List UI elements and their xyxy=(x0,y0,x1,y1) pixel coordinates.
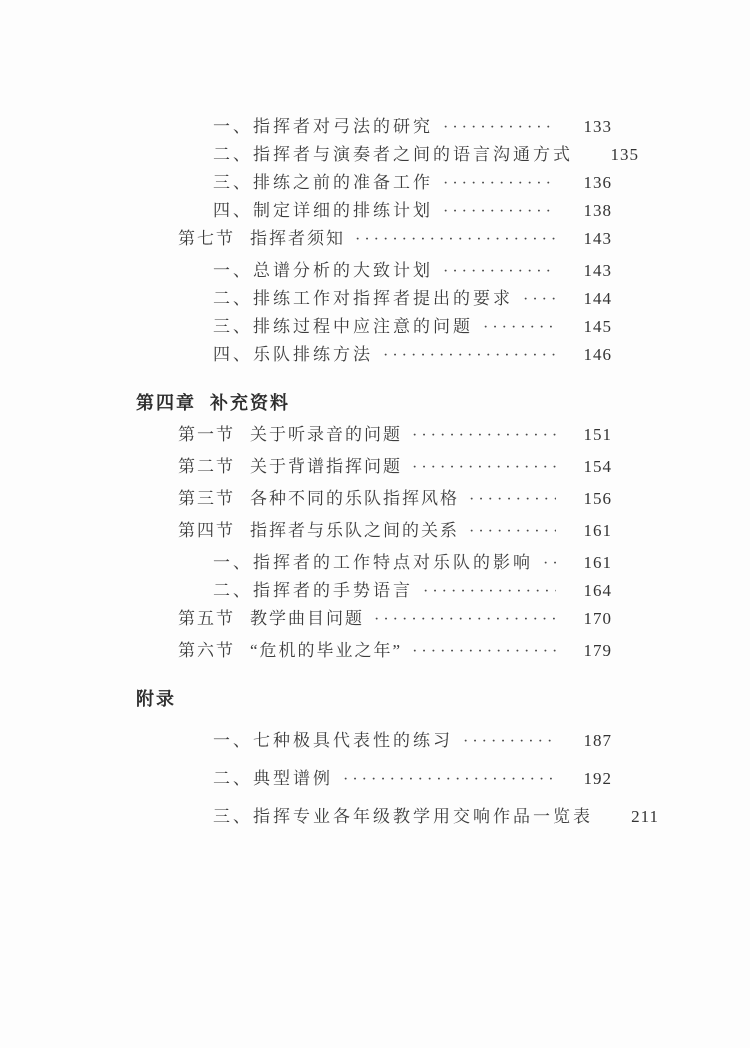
entry-page-number: 187 xyxy=(583,731,612,750)
dot-leader xyxy=(543,554,556,574)
entry-page-number: 161 xyxy=(583,553,612,572)
entry-page-number: 133 xyxy=(583,117,612,136)
dot-leader xyxy=(412,426,556,446)
toc-entry xyxy=(136,345,612,365)
entry-title: 制定详细的排练计划 xyxy=(253,201,433,220)
entry-page-number: 138 xyxy=(583,201,612,220)
entry-title: 指挥者的工作特点对乐队的影响 xyxy=(253,553,533,572)
entry-label: 第二节 xyxy=(178,457,235,476)
dot-leader xyxy=(443,262,556,282)
dot-leader xyxy=(355,230,556,250)
dot-leader xyxy=(463,732,556,752)
dot-leader xyxy=(412,642,556,662)
toc-entry xyxy=(136,229,612,249)
entry-label: 一、 xyxy=(213,261,253,280)
toc-entry xyxy=(136,261,612,281)
entry-page-number: 144 xyxy=(583,289,612,308)
dot-leader xyxy=(443,174,556,194)
entry-label: 二、 xyxy=(213,145,253,164)
entry-label: 第三节 xyxy=(178,489,235,508)
toc-entry xyxy=(136,173,612,193)
chapter-label: 第四章 xyxy=(136,393,196,413)
entry-title: 典型谱例 xyxy=(253,769,333,788)
entry-label: 四、 xyxy=(213,345,253,364)
toc-entry xyxy=(136,425,612,445)
entry-page-number: 161 xyxy=(583,521,612,540)
toc-entry xyxy=(136,731,612,751)
chapter-label: 附录 xyxy=(136,689,176,709)
entry-page-number: 135 xyxy=(610,145,639,164)
entry-title: 七种极具代表性的练习 xyxy=(253,731,453,750)
entry-page-number: 179 xyxy=(583,641,612,660)
toc-entry xyxy=(136,807,659,827)
toc-entry xyxy=(136,769,612,789)
entry-title: 指挥者与乐队之间的关系 xyxy=(250,521,459,540)
toc-entry xyxy=(136,317,612,337)
entry-page-number: 211 xyxy=(631,807,659,826)
dot-leader xyxy=(469,490,556,510)
entry-label: 第一节 xyxy=(178,425,235,444)
toc-entry xyxy=(136,457,612,477)
entry-label: 一、 xyxy=(213,731,253,750)
entry-title: 指挥者的手势语言 xyxy=(253,581,413,600)
toc-entry xyxy=(136,521,612,541)
entry-page-number: 143 xyxy=(583,229,612,248)
entry-page-number: 192 xyxy=(583,769,612,788)
dot-leader xyxy=(343,770,556,790)
toc-entry xyxy=(136,145,639,165)
toc-entry xyxy=(136,489,612,509)
dot-leader xyxy=(412,458,556,478)
entry-label: 三、 xyxy=(213,173,253,192)
entry-title: 指挥者对弓法的研究 xyxy=(253,117,433,136)
dot-leader xyxy=(423,582,556,602)
entry-title: 指挥专业各年级教学用交响作品一览表 xyxy=(253,807,593,826)
toc-entry xyxy=(136,581,612,601)
dot-leader xyxy=(383,346,556,366)
entry-label: 三、 xyxy=(213,807,253,826)
entry-page-number: 151 xyxy=(583,425,612,444)
entry-title: 关于背谱指挥问题 xyxy=(250,457,402,476)
entry-label: 二、 xyxy=(213,769,253,788)
dot-leader xyxy=(523,290,556,310)
dot-leader xyxy=(443,118,556,138)
toc-entry xyxy=(136,553,612,573)
entry-label: 三、 xyxy=(213,317,253,336)
entry-page-number: 164 xyxy=(583,581,612,600)
entry-page-number: 156 xyxy=(583,489,612,508)
chapter-title: 补充资料 xyxy=(210,393,290,413)
entry-label: 二、 xyxy=(213,581,253,600)
entry-title: “危机的毕业之年” xyxy=(250,641,403,660)
entry-label: 第四节 xyxy=(178,521,235,540)
entry-title: 排练工作对指挥者提出的要求 xyxy=(253,289,513,308)
dot-leader xyxy=(443,202,556,222)
entry-title: 各种不同的乐队指挥风格 xyxy=(250,489,459,508)
entry-title: 排练过程中应注意的问题 xyxy=(253,317,473,336)
entry-title: 关于听录音的问题 xyxy=(250,425,402,444)
toc-entry xyxy=(136,289,612,309)
entry-title: 总谱分析的大致计划 xyxy=(253,261,433,280)
entry-label: 第七节 xyxy=(178,229,235,248)
dot-leader xyxy=(483,318,556,338)
entry-title: 教学曲目问题 xyxy=(250,609,364,628)
entry-label: 二、 xyxy=(213,289,253,308)
toc-entry xyxy=(136,117,612,137)
toc-entry xyxy=(136,641,612,661)
chapter-heading xyxy=(136,687,612,711)
entry-title: 排练之前的准备工作 xyxy=(253,173,433,192)
chapter-heading xyxy=(136,391,612,415)
entry-title: 指挥者与演奏者之间的语言沟通方式 xyxy=(253,145,573,164)
entry-page-number: 145 xyxy=(583,317,612,336)
entry-label: 四、 xyxy=(213,201,253,220)
dot-leader xyxy=(374,610,556,630)
entry-page-number: 154 xyxy=(583,457,612,476)
entry-title: 乐队排练方法 xyxy=(253,345,373,364)
dot-leader xyxy=(469,522,556,542)
entry-label: 第五节 xyxy=(178,609,235,628)
entry-page-number: 170 xyxy=(583,609,612,628)
entry-label: 第六节 xyxy=(178,641,235,660)
toc-entry xyxy=(136,609,612,629)
entry-page-number: 146 xyxy=(583,345,612,364)
toc-entry xyxy=(136,201,612,221)
entry-label: 一、 xyxy=(213,117,253,136)
entry-title: 指挥者须知 xyxy=(250,229,345,248)
entry-label: 一、 xyxy=(213,553,253,572)
entry-page-number: 143 xyxy=(583,261,612,280)
entry-page-number: 136 xyxy=(583,173,612,192)
